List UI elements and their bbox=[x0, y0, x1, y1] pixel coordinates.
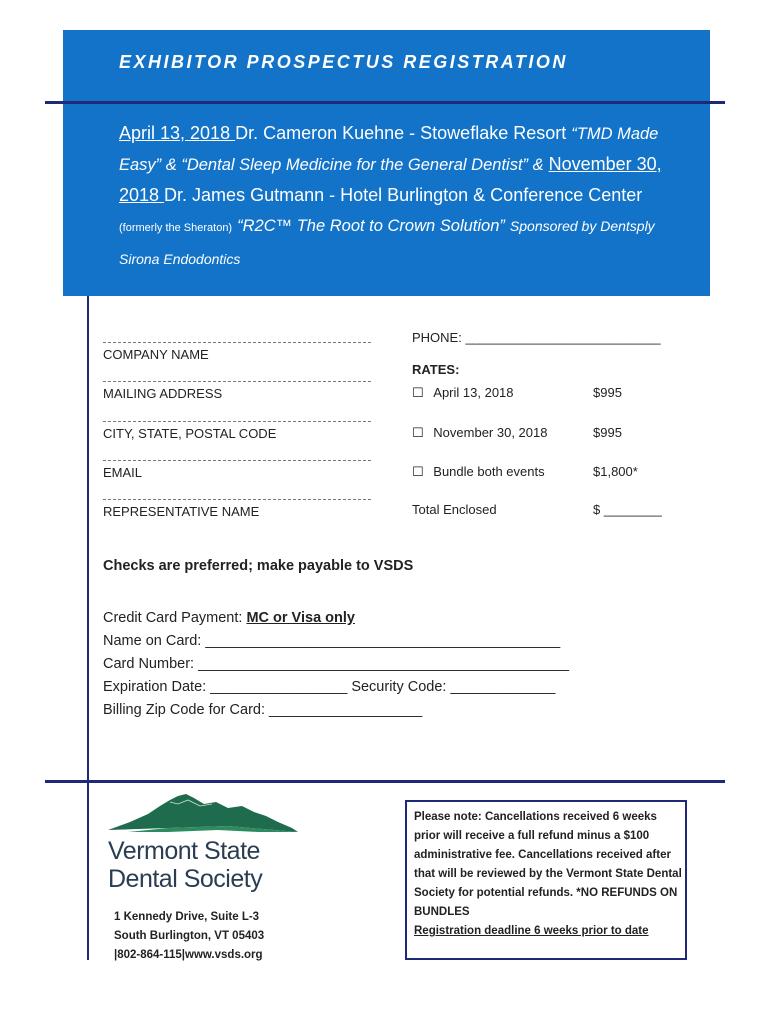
mailing-line[interactable] bbox=[103, 381, 371, 382]
city-line[interactable] bbox=[103, 421, 371, 422]
expiration-security-field[interactable]: Expiration Date: _________________ Security Code: _____________ bbox=[103, 679, 556, 695]
event-speaker-1: Dr. Cameron Kuehne - Stoweflake Resort bbox=[235, 123, 567, 143]
rate-label-april: April 13, 2018 bbox=[433, 385, 514, 400]
card-number-field[interactable]: Card Number: ______________________________________________ bbox=[103, 656, 570, 672]
event-description bbox=[119, 118, 679, 274]
checks-note: Checks are preferred; make payable to VSDS bbox=[103, 558, 414, 574]
rate-price-bundle: $1,800* bbox=[593, 464, 638, 479]
org-name-line2: Dental Society bbox=[108, 865, 263, 893]
company-label: COMPANY NAME bbox=[103, 347, 209, 362]
middle-rule bbox=[45, 780, 725, 783]
rate-price-november: $995 bbox=[593, 425, 622, 440]
phone-field[interactable]: PHONE: ___________________________ bbox=[412, 330, 661, 345]
rate-row-2 bbox=[412, 425, 547, 441]
email-line[interactable] bbox=[103, 460, 371, 461]
rate-row-1 bbox=[412, 385, 514, 401]
event-date-2: November 30, 2018 bbox=[119, 154, 662, 205]
notice-text: Please note: Cancellations received 6 weeks prior will receive a full refund minus a $100 administrative fee. Cancellations received after that will be reviewed by the Vermont State Dental Society for potential refunds. *NO REFUNDS ON BUNDLES bbox=[414, 811, 682, 918]
deadline-text: Registration deadline 6 weeks prior to date bbox=[414, 925, 649, 937]
address-line2: South Burlington, VT 05403 bbox=[114, 930, 265, 942]
cancellation-notice bbox=[405, 800, 687, 960]
event-speaker-2: Dr. James Gutmann - Hotel Burlington & Conference Center bbox=[164, 185, 643, 205]
event-topic-1: “TMD Made Easy” & “Dental Sleep Medicine for the General Dentist” & bbox=[119, 125, 659, 174]
total-label: Total Enclosed bbox=[412, 502, 497, 517]
rate-price-april: $995 bbox=[593, 385, 622, 400]
page-title: EXHIBITOR PROSPECTUS REGISTRATION bbox=[119, 52, 568, 72]
checkbox-november[interactable]: ☐ bbox=[412, 425, 424, 440]
representative-label: REPRESENTATIVE NAME bbox=[103, 504, 260, 519]
formerly-note: (formerly the Sheraton) bbox=[119, 222, 233, 234]
org-name-line1: Vermont State bbox=[108, 837, 260, 865]
billing-zip-field[interactable]: Billing Zip Code for Card: ___________________ bbox=[103, 702, 423, 718]
address-line1: 1 Kennedy Drive, Suite L-3 bbox=[114, 911, 260, 923]
mountain-logo-icon bbox=[108, 792, 298, 837]
rate-label-november: November 30, 2018 bbox=[433, 425, 548, 440]
cc-heading bbox=[103, 607, 569, 630]
email-label: EMAIL bbox=[103, 465, 143, 480]
company-line[interactable] bbox=[103, 342, 371, 343]
rate-label-bundle: Bundle both events bbox=[433, 464, 545, 479]
cc-cards: MC or Visa only bbox=[246, 610, 355, 626]
event-topic-2: “R2C™ The Root to Crown Solution” bbox=[237, 217, 505, 235]
city-label: CITY, STATE, POSTAL CODE bbox=[103, 426, 277, 441]
event-date-1: April 13, 2018 bbox=[119, 123, 236, 143]
credit-card-block bbox=[103, 607, 569, 722]
rates-heading: RATES: bbox=[412, 362, 460, 377]
header-banner bbox=[63, 30, 710, 296]
name-on-card-field[interactable]: Name on Card: ____________________________________________ bbox=[103, 633, 561, 649]
rate-row-3 bbox=[412, 464, 545, 480]
mailing-label: MAILING ADDRESS bbox=[103, 386, 223, 401]
top-rule bbox=[45, 101, 725, 104]
sponsor-note: Sponsored by Dentsply Sirona Endodontics bbox=[119, 218, 655, 267]
org-name bbox=[108, 837, 262, 893]
contact-line: |802-864-115|www.vsds.org bbox=[114, 949, 263, 961]
checkbox-bundle[interactable]: ☐ bbox=[412, 464, 424, 479]
total-field[interactable]: $ ________ bbox=[593, 502, 662, 517]
representative-line[interactable] bbox=[103, 499, 371, 500]
org-address bbox=[114, 908, 264, 965]
checkbox-april[interactable]: ☐ bbox=[412, 385, 424, 400]
cc-label: Credit Card Payment: bbox=[103, 610, 247, 626]
